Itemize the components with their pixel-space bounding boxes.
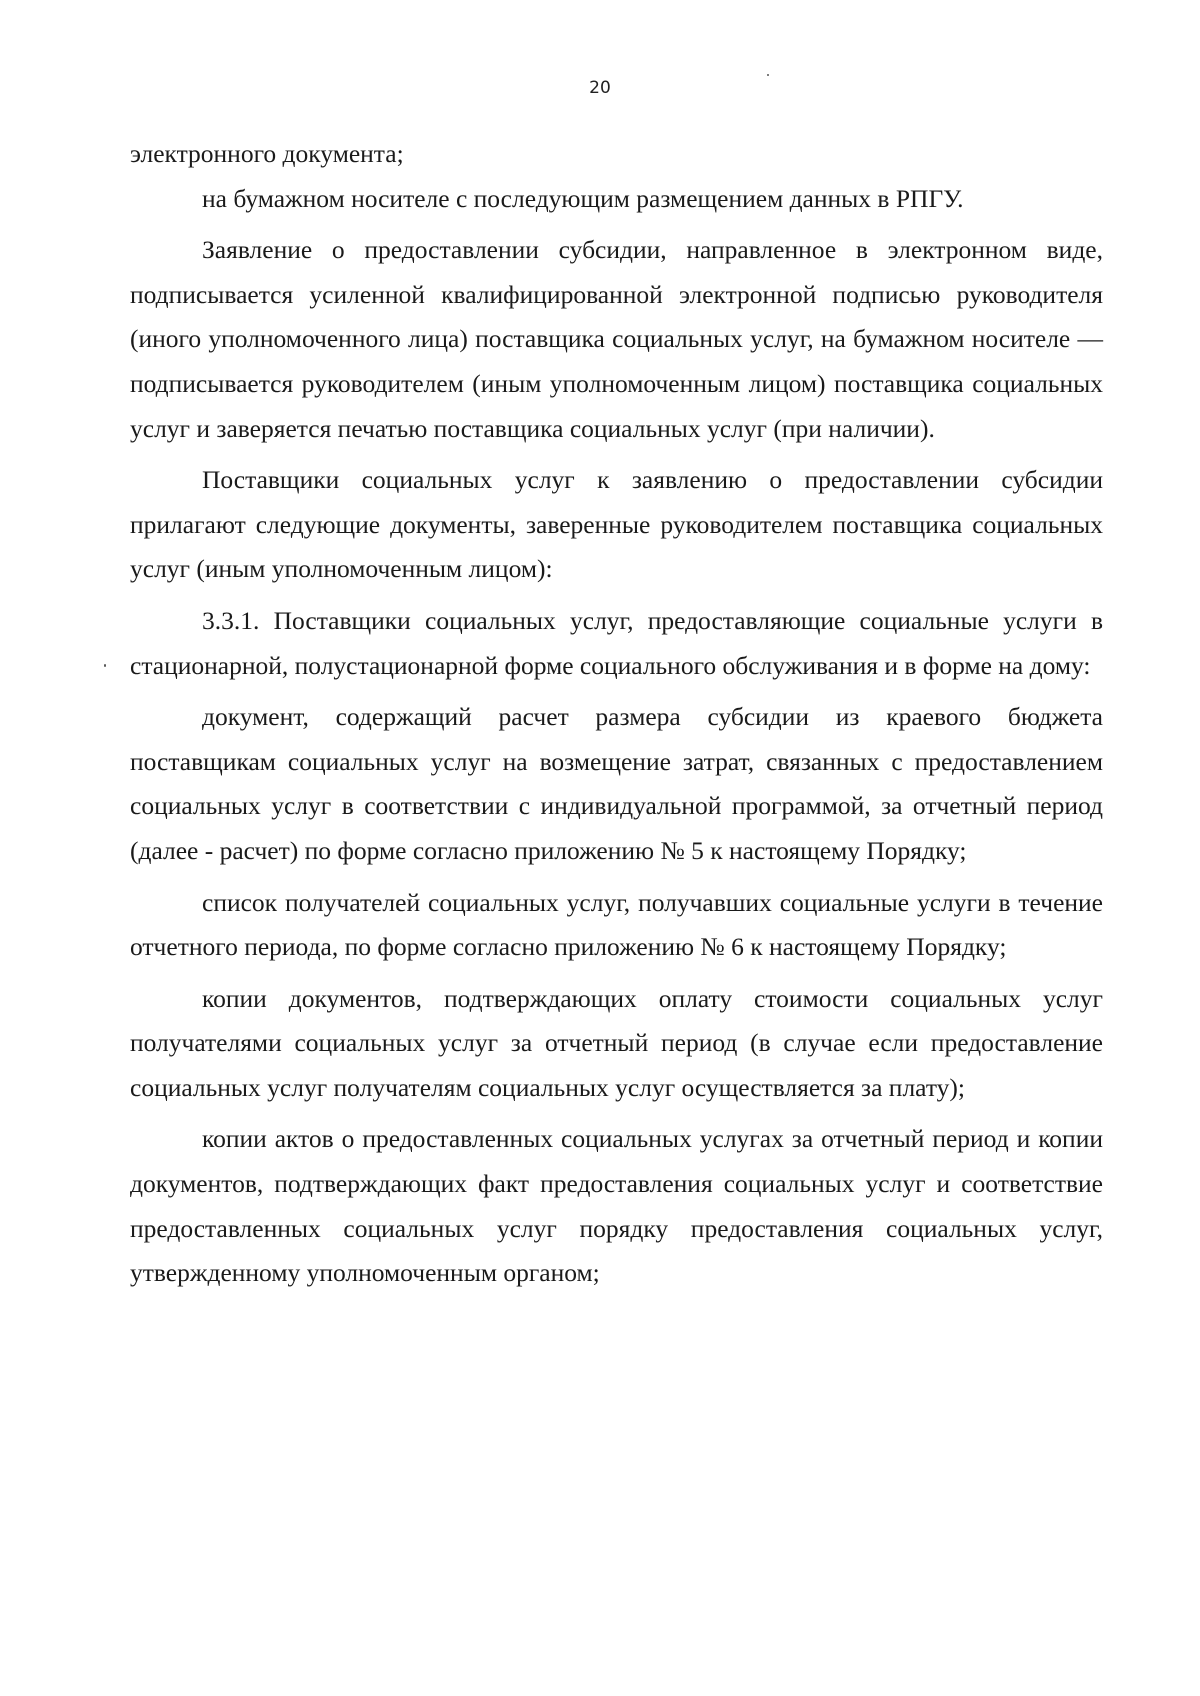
paragraph-application-signing: Заявление о предоставлении субсидии, направленное в электронном виде, подписывается усиленной квалифицированной электронной подписью руководителя (иного уполномоченного лица) поставщика социальных услуг, на бумажном носителе — подписывается руководителем (иным уполномоченным лицом) поставщика социальных услуг и заверяется печатью поставщика социальных услуг (при наличии). [130, 235, 1103, 443]
paragraph-attached-documents: Поставщики социальных услуг к заявлению о предоставлении субсидии прилагают следующие документы, заверенные руководителем поставщика социальных услуг (иным уполномоченным лицом): [130, 465, 1103, 584]
paragraph-recipients-list: список получателей социальных услуг, получавших социальные услуги в течение отчетного периода, по форме согласно приложению № 6 к настоящему Порядку; [130, 887, 1103, 962]
paragraph-service-acts: копии актов о предоставленных социальных услугах за отчетный период и копии документов, подтверждающих факт предоставления социальных услуг и соответствие предоставленных социальных услуг порядку предоставления социальных услуг, утвержденному уполномоченным органом; [130, 1124, 1103, 1288]
paragraph-payment-documents: копии документов, подтверждающих оплату стоимости социальных услуг получателями социальных услуг за отчетный период (в случае если предоставление социальных услуг получателям социальных услуг осуществляется за плату); [130, 983, 1103, 1102]
page-number: 20 [589, 78, 611, 98]
scan-speck [767, 74, 769, 76]
paragraph-subsidy-calculation: документ, содержащий расчет размера субсидии из краевого бюджета поставщикам социальных услуг на возмещение затрат, связанных с предоставлением социальных услуг в соответствии с индивидуальной программой, за отчетный период (далее - расчет) по форме согласно приложению № 5 к настоящему Порядку; [130, 702, 1103, 865]
paragraph-clause-3-3-1: 3.3.1. Поставщики социальных услуг, предоставляющие социальные услуги в стационарной, полустационарной форме социального обслуживания и в форме на дому: [130, 605, 1103, 680]
scan-speck [104, 664, 106, 667]
paragraph-continuation: электронного документа; [130, 139, 404, 168]
paragraph-paper-carrier: на бумажном носителе с последующим размещением данных в РПГУ. [202, 183, 964, 213]
document-body [130, 132, 1103, 1296]
